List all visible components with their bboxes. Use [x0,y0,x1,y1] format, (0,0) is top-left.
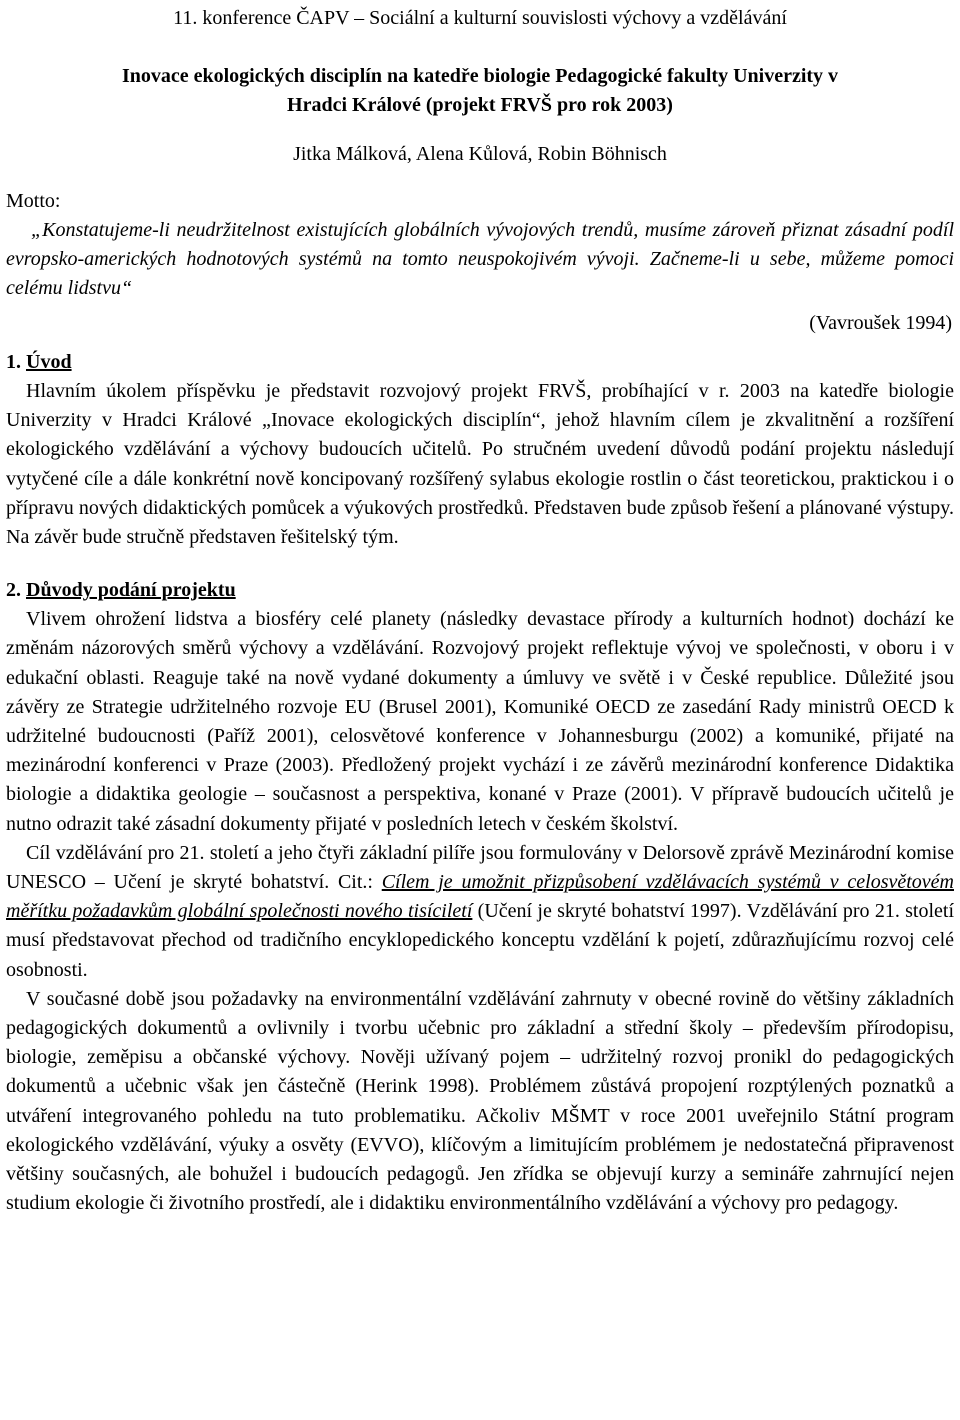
article-title [6,62,954,120]
motto-label: Motto: [6,190,61,212]
section-2-title: Důvody podání projektu [26,579,236,602]
section-2-paragraph-2-quote: Cílem je umožnit přizpůsobení vzdělávacích systémů v celosvětovém měřítku požadavkům globální společnosti nového tisíciletí [6,871,954,923]
section-1-title: Úvod [26,351,72,373]
section-2-paragraph-2-end: (Učení je skryté bohatství 1997). Vzdělávání pro 21. století musí představovat přechod od tradičního encyklopedického konceptu vzdělání k pojetí, zdůrazňujícímu rozvoj celé osobnosti. [6,900,954,981]
section-1-paragraph-1: Hlavním úkolem příspěvku je představit rozvojový projekt FRVŠ, probíhající v r. 2003 na katedře biologie Univerzity v Hradci Králové „Inovace ekologických disciplín“, jehož hlavním cílem je zkvalitnění a rozšíření ekologického vzdělávání a výchovy budoucích učitelů. Po stručném uvedení důvodů podání projektu následují vytyčené cíle a dále konkrétní nově koncipovaný rozšířený sylabus ekologie rostlin o část teoretickou, praktickou i o přípravu nových didaktických pomůcek a výukových prostředků. Představen bude způsob řešení a plánované výstupy. Na závěr bude stručně představen řešitelský tým. [6,380,954,549]
article-title-line-1: Inovace ekologických disciplín na katedře biologie Pedagogické fakulty Univerzity v [121,65,839,87]
section-2-paragraph-2 [6,839,954,985]
section-2-heading [6,576,954,605]
section-1-heading [6,348,954,377]
section-2-number: 2. [6,579,21,602]
section-2-paragraph-3: V současné době jsou požadavky na environmentální vzdělávání zahrnuty v obecné rovině do většiny základních pedagogických dokumentů a ovlivnily i tvorbu učebnic pro základní a střední školy – především přírodopisu, biologie, zeměpisu a občanské výchovy. Nověji užívaný pojem – udržitelný rozvoj pronikl do pedagogických dokumentů a učebnic však jen částečně (Herink 1998). Problémem zůstává propojení rozptýlených poznatků a utváření integrovaného pohledu na tuto problematiku. Ačkoliv MŠMT v roce 2001 uveřejnilo Státní program ekologického vzdělávání, výuky a osvěty (EVVO), klíčovým a limitujícím problémem je nedostatečná připravenost většiny současných, ale bohužel i budoucích pedagogů. Jen zřídka se objevují kurzy a semináře zahrnující nejen studium ekologie či životního prostředí, ale i didaktiku environmentálního vzdělávání a výchovy pro pedagogy. [6,987,954,1215]
motto-text: „Konstatujeme-li neudržitelnost existujících globálních vývojových trendů, musíme zároveň přiznat zásadní podíl evropsko-amerických hodnotových systémů na tomto neuspokojivém vývoji. Začneme-li u sebe, můžeme pomoci celému lidstvu“ [6,219,954,299]
section-2-paragraph-2-start: Cíl vzdělávání pro 21. století a jeho čtyři základní pilíře jsou formulovány v Delorsově zprávě Mezinárodní komise UNESCO – Učení je skryté bohatství. Cit.: [6,841,954,894]
section-spacer [6,552,954,576]
motto-source: (Vavroušek 1994) [809,312,952,334]
section-2-paragraph-1: Vlivem ohrožení lidstva a biosféry celé planety (následky devastace přírody a kulturních hodnot) dochází ke změnám názorových směrů výchovy a vzdělávání. Rozvojový projekt reflektuje vývoj ve společnosti, v oboru i v edukační oblasti. Reaguje také na nově vydané dokumenty a úmluvy ve světě i v České republice. Důležité jsou závěry ze Strategie udržitelného rozvoje EU (Brusel 2001), Komuniké OECD ze zasedání Rady ministrů OECD k udržitelné budoucnosti (Paříž 2001), celosvětové konference v Johannesburgu (2002) a komuniké, přijaté na mezinárodní konferenci v Praze (2003). Předložený projekt vychází i ze závěrů mezinárodní konference Didaktika biologie a didaktika geologie – současnost a perspektiva, konané v Praze (2001). V přípravě budoucích učitelů je nutno odrazit také zásadní dokumenty přijaté v posledních letech v českém školství. [6,608,954,835]
section-1-number: 1. [6,351,21,373]
article-title-line-2: Hradci Králové (projekt FRVŠ pro rok 2003) [287,94,673,116]
article-authors: Jitka Málková, Alena Kůlová, Robin Böhnisch [293,143,667,165]
running-header: 11. konference ČAPV – Sociální a kulturní souvislosti výchovy a vzdělávání [173,7,787,29]
